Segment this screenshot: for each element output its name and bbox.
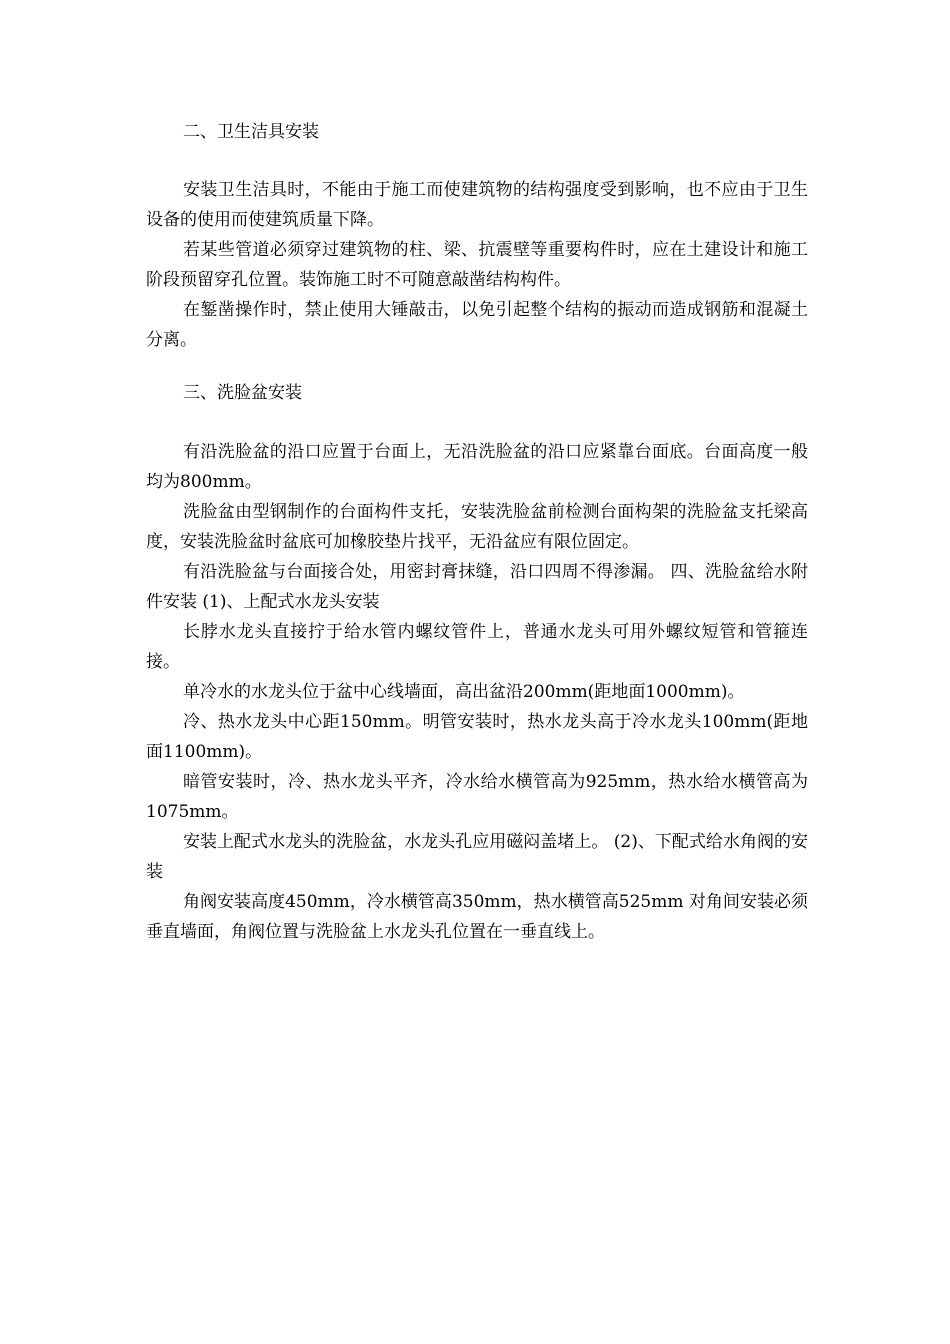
paragraph: 角阀安装高度450mm，冷水横管高350mm，热水横管高525mm 对角间安装必须垂直墙面，角阀位置与洗脸盆上水龙头孔位置在一垂直线上。 <box>146 892 808 942</box>
paragraph: 洗脸盆由型钢制作的台面构件支托，安装洗脸盆前检测台面构架的洗脸盆支托梁高度，安装洗脸盆时盆底可加橡胶垫片找平，无沿盆应有限位固定。 <box>146 502 808 552</box>
paragraph: 单冷水的水龙头位于盆中心线墙面，高出盆沿200mm(距地面1000mm)。 <box>183 682 745 702</box>
section-heading-washbasin: 三、洗脸盆安装 <box>183 383 302 403</box>
paragraph: 暗管安装时，冷、热水龙头平齐，冷水给水横管高为925mm，热水给水横管高为1075mm。 <box>146 772 808 822</box>
section-body-washbasin <box>146 437 808 947</box>
paragraph: 冷、热水龙头中心距150mm。明管安装时，热水龙头高于冷水龙头100mm(距地面1100mm)。 <box>146 712 808 762</box>
paragraph: 安装上配式水龙头的洗脸盆，水龙头孔应用磁闷盖堵上。 (2)、下配式给水角阀的安装 <box>146 832 808 882</box>
section-heading-sanitary-ware: 二、卫生洁具安装 <box>183 122 319 142</box>
section-body-sanitary-ware <box>146 175 808 355</box>
paragraph: 有沿洗脸盆的沿口应置于台面上，无沿洗脸盆的沿口应紧靠台面底。台面高度一般均为800mm。 <box>146 442 808 492</box>
paragraph: 长脖水龙头直接拧于给水管内螺纹管件上，普通水龙头可用外螺纹短管和管箍连接。 <box>146 622 808 672</box>
paragraph: 在錾凿操作时，禁止使用大锤敲击，以免引起整个结构的振动而造成钢筋和混凝土分离。 <box>146 300 808 350</box>
paragraph: 安装卫生洁具时，不能由于施工而使建筑物的结构强度受到影响，也不应由于卫生设备的使用而使建筑质量下降。 <box>146 180 808 230</box>
paragraph: 有沿洗脸盆与台面接合处，用密封膏抹缝，沿口四周不得渗漏。 四、洗脸盆给水附件安装 (1)、上配式水龙头安装 <box>146 562 808 612</box>
paragraph: 若某些管道必须穿过建筑物的柱、梁、抗震壁等重要构件时，应在土建设计和施工阶段预留穿孔位置。装饰施工时不可随意敲凿结构构件。 <box>146 240 808 290</box>
